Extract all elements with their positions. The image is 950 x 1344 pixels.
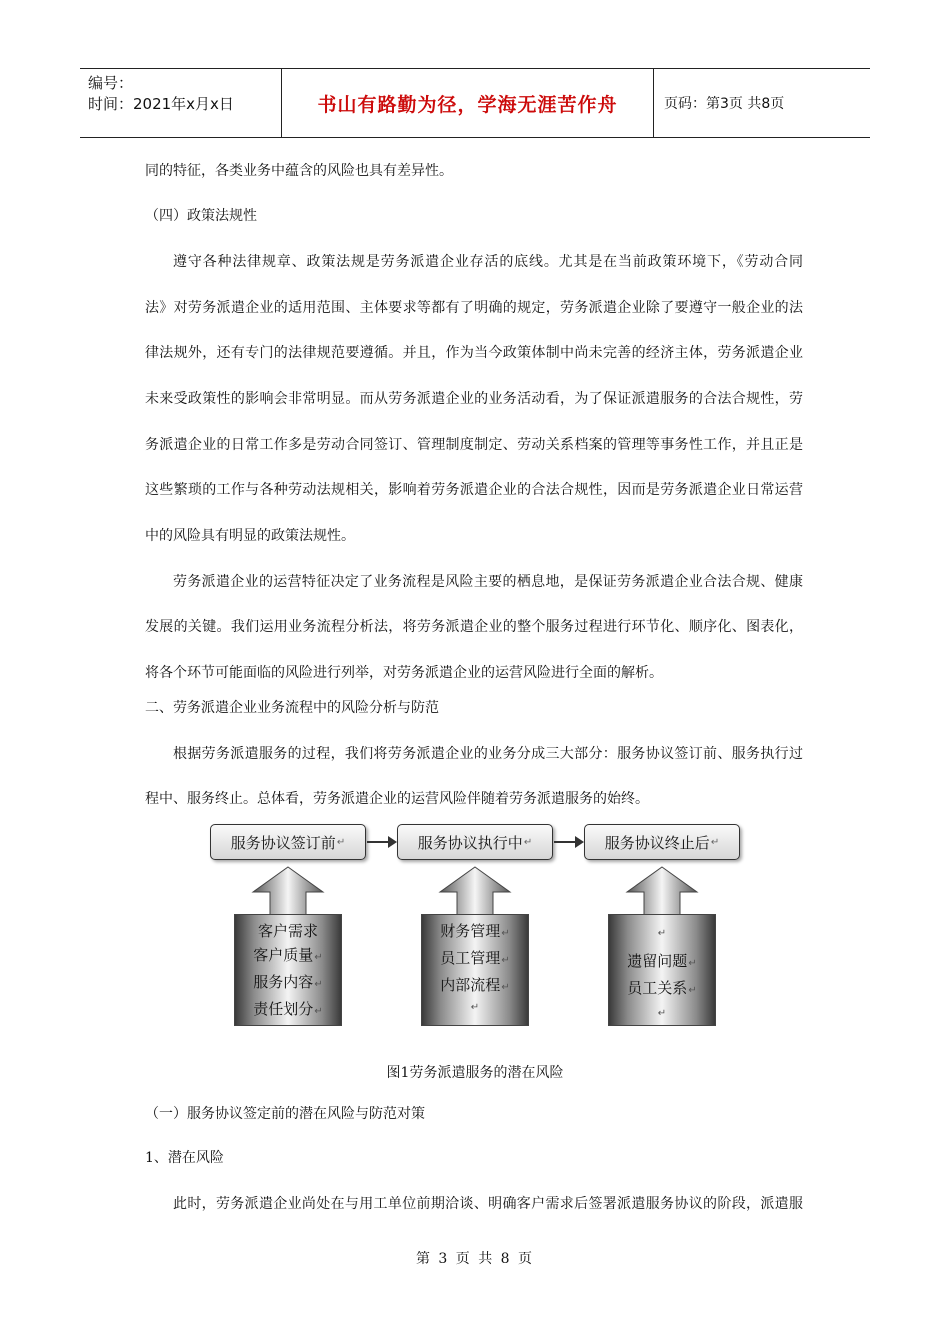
flow-connector (554, 841, 576, 843)
return-mark-icon: ↵ (523, 836, 533, 848)
risk-item: 服务内容↵ (253, 973, 323, 991)
arrow-right-icon (388, 836, 397, 848)
figure-caption: 图1劳务派遣服务的潜在风险 (386, 1065, 564, 1081)
risk-box-during-execution (421, 914, 529, 1026)
body-line: 务派遣企业的日常工作多是劳动合同签订、管理制度制定、劳动关系档案的管理等事务性工作，并且正是 (145, 437, 803, 453)
risk-flow-diagram (205, 820, 745, 1030)
body-line: 律法规外，还有专门的法律规范要遵循。并且，作为当今政策体制中尚未完善的经济主体，劳务派遣企业 (145, 345, 803, 361)
stage-label: 服务协议终止后 (604, 833, 710, 852)
body-line: 中的风险具有明显的政策法规性。 (145, 528, 355, 544)
section-heading-policy: （四）政策法规性 (145, 208, 257, 224)
subsection-heading-potential-risk: 1、潜在风险 (145, 1150, 224, 1166)
risk-box-after-termination (608, 914, 716, 1026)
risk-item: 员工管理↵ (440, 949, 510, 967)
document-number-label: 编号： (88, 74, 134, 92)
body-line: 此时，劳务派遣企业尚处在与用工单位前期洽谈、明确客户需求后签署派遣服务协议的阶段，派遣服 (173, 1196, 803, 1212)
return-mark-icon: ↵ (470, 1002, 480, 1013)
return-mark-icon: ↵ (314, 952, 323, 963)
arrow-right-icon (575, 836, 584, 848)
page-header (80, 68, 870, 138)
header-motto: 书山有路勤为径，学海无涯苦作舟 (282, 69, 654, 137)
risk-item: 员工关系↵ (627, 979, 697, 997)
return-mark-icon: ↵ (314, 979, 323, 990)
flow-connector (367, 841, 389, 843)
up-arrow-icon (438, 866, 512, 916)
body-line: 未来受政策性的影响会非常明显。而从劳务派遣企业的业务活动看，为了保证派遣服务的合法合规性，劳 (145, 391, 803, 407)
risk-box-before-signing (234, 914, 342, 1026)
header-page-info: 页码：第3页 共8页 (664, 96, 785, 112)
body-line: 法》对劳务派遣企业的适用范围、主体要求等都有了明确的规定，劳务派遣企业除了要遵守一般企业的法 (145, 300, 803, 316)
return-mark-icon: ↵ (501, 928, 510, 939)
risk-item: 财务管理↵ (440, 922, 510, 940)
risk-item: 内部流程↵ (440, 976, 510, 994)
up-arrow-icon (625, 866, 699, 916)
body-line: 遵守各种法律规章、政策法规是劳务派遣企业存活的底线。尤其是在当前政策环境下，《劳动合同 (173, 254, 803, 270)
return-mark-icon: ↵ (501, 955, 510, 966)
section-heading-process: 二、劳务派遣企业业务流程中的风险分析与防范 (145, 700, 439, 716)
return-mark-icon: ↵ (688, 958, 697, 969)
stage-label: 服务协议签订前 (230, 833, 336, 852)
document-time-label: 时间：2021年x月x日 (88, 95, 234, 113)
risk-item: 客户质量↵ (253, 946, 323, 964)
return-mark-icon: ↵ (657, 1008, 667, 1019)
body-line: 这些繁琐的工作与各种劳动法规相关，影响着劳务派遣企业的合法合规性，因而是劳务派遣企业日常运营 (145, 482, 803, 498)
return-mark-icon: ↵ (688, 985, 697, 996)
section-heading-before-signing: （一）服务协议签定前的潜在风险与防范对策 (145, 1106, 425, 1122)
risk-item: 遗留问题↵ (627, 952, 697, 970)
body-line: 程中、服务终止。总体看，劳务派遣企业的运营风险伴随着劳务派遣服务的始终。 (145, 791, 649, 807)
stage-box-during-execution (397, 824, 553, 860)
up-arrow-icon (251, 866, 325, 916)
return-mark-icon: ↵ (501, 982, 510, 993)
stage-box-before-signing (210, 824, 366, 860)
header-meta-cell (80, 69, 282, 137)
body-line: 将各个环节可能面临的风险进行列举，对劳务派遣企业的运营风险进行全面的解析。 (145, 665, 663, 681)
return-mark-icon: ↵ (314, 1006, 323, 1017)
body-line: 同的特征，各类业务中蕴含的风险也具有差异性。 (145, 163, 453, 179)
return-mark-icon: ↵ (710, 836, 720, 848)
risk-item: 客户需求 (257, 922, 318, 940)
body-line: 根据劳务派遣服务的过程，我们将劳务派遣企业的业务分成三大部分：服务协议签订前、服务执行过 (173, 746, 803, 762)
stage-box-after-termination (584, 824, 740, 860)
return-mark-icon: ↵ (336, 836, 346, 848)
stage-label: 服务协议执行中 (417, 833, 523, 852)
body-line: 发展的关键。我们运用业务流程分析法，将劳务派遣企业的整个服务过程进行环节化、顺序化、图表化， (145, 619, 803, 635)
body-line: 劳务派遣企业的运营特征决定了业务流程是风险主要的栖息地，是保证劳务派遣企业合法合规、健康 (173, 574, 803, 590)
return-mark-icon: ↵ (657, 928, 667, 939)
page-footer: 第 3 页 共 8 页 (415, 1251, 535, 1267)
risk-item: 责任划分↵ (253, 1000, 323, 1018)
